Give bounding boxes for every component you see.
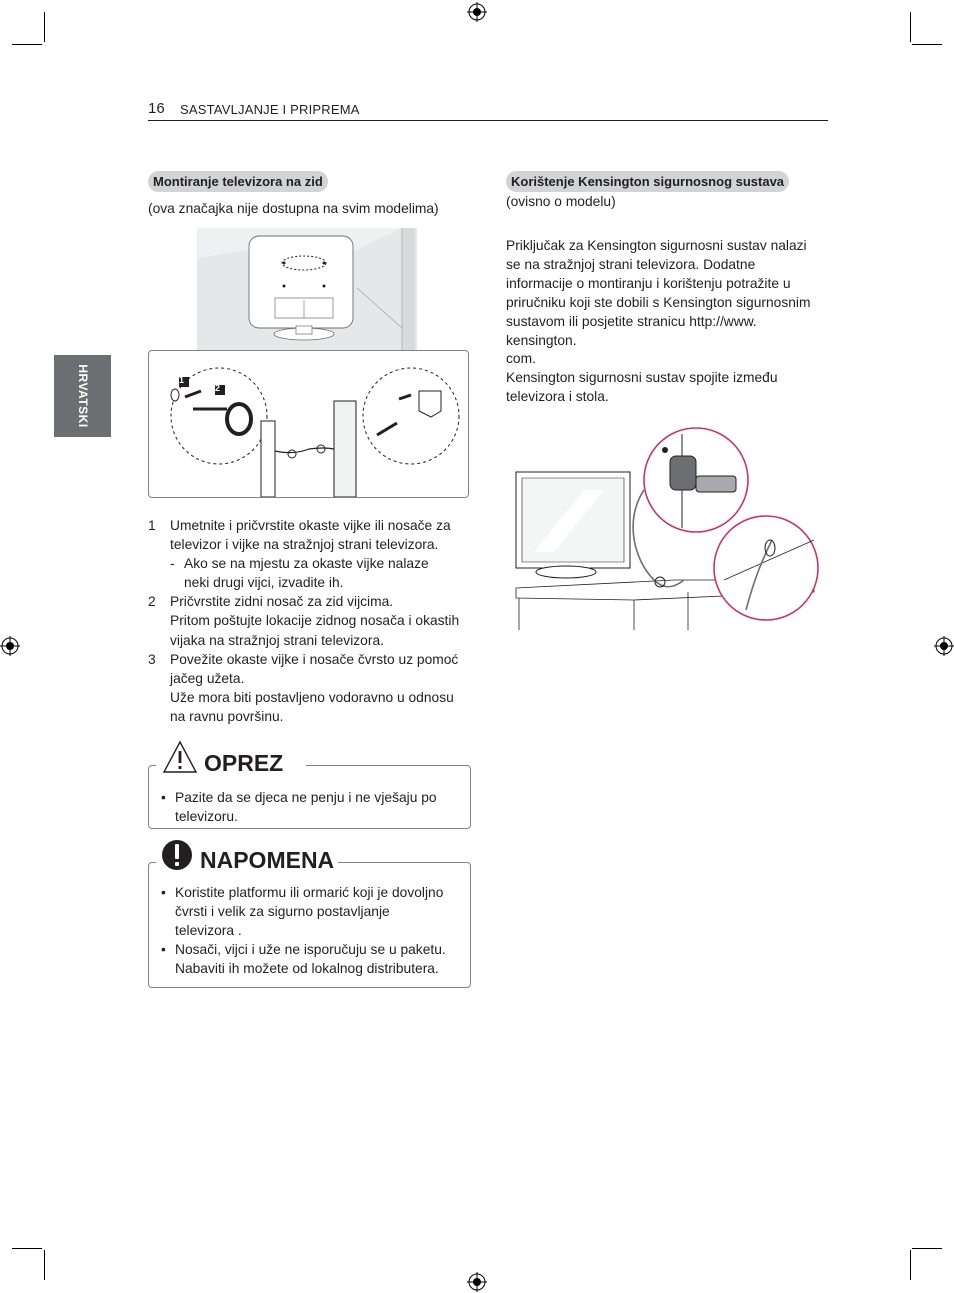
step-line: neki drugi vijci, izvadite ih. (184, 575, 344, 591)
caution-item: • Pazite da se djeca ne penju i ne vješaju po televizoru. (161, 788, 456, 826)
warning-triangle-icon (162, 740, 198, 774)
paragraph-line: televizora i stola. (506, 389, 609, 405)
kensington-heading: Korištenje Kensington sigurnosnog sustava (506, 171, 789, 192)
step-line: na ravnu površinu. (170, 708, 284, 724)
instruction-steps (148, 516, 478, 726)
step-1-subnote (148, 554, 478, 592)
note-item: • Koristite platformu ili ormarić koji je dovoljno čvrsti i velik za sigurno postavljanje televizora . (161, 883, 461, 940)
step-line: Uže mora biti postavljeno vodoravno u odnosu (170, 689, 454, 705)
step-number: 1 (148, 518, 156, 533)
step-line: Pritom poštujte lokacije zidnog nosača i okastih (170, 613, 460, 629)
caution-line: Pazite da se djeca ne penju i ne vješaju po (175, 790, 437, 805)
crop-mark (910, 1250, 911, 1280)
kensington-paragraph (506, 237, 836, 407)
step-line: vijaka na stražnjoj strani televizora. (170, 632, 384, 648)
kensington-subnote: (ovisno o modelu) (506, 194, 616, 209)
crop-mark (910, 12, 911, 42)
paragraph-line: sustavom ili posjetite stranicu http://www. (506, 313, 757, 329)
header-rule (148, 120, 828, 121)
step-line: Ako se na mjestu za okaste vijke nalaze (184, 556, 429, 572)
tv-back-wall-illustration (197, 228, 417, 350)
paragraph-line: com. (506, 351, 536, 367)
badge-2-label: 2 (215, 383, 221, 393)
crop-mark (12, 1248, 42, 1249)
note-line: Nosači, vijci i uže ne isporučuju se u paketu. (175, 942, 446, 958)
language-tab (54, 355, 111, 437)
crop-mark (912, 44, 942, 45)
section-title: SASTAVLJANJE I PRIPREMA (180, 102, 360, 117)
step-3 (148, 650, 478, 726)
note-line: Koristite platformu ili ormarić koji je dovoljno (175, 885, 444, 900)
page-number: 16 (148, 100, 165, 117)
step-number: 3 (148, 651, 156, 667)
step-line: Povežite okaste vijke i nosače čvrsto uz pomoć (170, 651, 459, 667)
step-2 (148, 592, 478, 649)
registration-mark-icon (0, 636, 20, 656)
note-line: televizora . (175, 923, 242, 939)
step-line: televizor i vijke na stražnjoj strani televizora. (170, 537, 439, 553)
note-box (148, 862, 471, 988)
exclamation-circle-icon (160, 838, 194, 872)
step-line: Pričvrstite zidni nosač za zid vijcima. (170, 594, 394, 610)
eye-bolt-diagram (148, 350, 469, 498)
crop-mark (44, 12, 45, 42)
badge-1-label: 1 (179, 375, 185, 385)
wall-mount-heading: Montiranje televizora na zid (148, 171, 328, 192)
language-tab-label: HRVATSKI (75, 364, 90, 428)
step-number: 2 (148, 594, 156, 610)
note-line: čvrsti i velik za sigurno postavljanje (175, 904, 390, 920)
paragraph-line: Priključak za Kensington sigurnosni sustav nalazi (506, 238, 807, 253)
registration-mark-icon (467, 1272, 487, 1292)
caution-line: televizoru. (175, 809, 238, 825)
note-line: Nabaviti ih možete od lokalnog distributera. (175, 961, 439, 977)
paragraph-line: informacije o montiranju i korištenju potražite u (506, 275, 791, 291)
caution-title: OPREZ (200, 750, 287, 777)
paragraph-line: se na stražnjoj strani televizora. Dodatne (506, 256, 756, 272)
registration-mark-icon (934, 636, 954, 656)
note-item: • Nosači, vijci i uže ne isporučuju se u paketu. Nabaviti ih možete od lokalnog distributera. (161, 940, 461, 978)
step-line: jačeg užeta. (170, 670, 245, 686)
wall-mount-note: (ova značajka nije dostupna na svim modelima) (148, 201, 439, 216)
note-title: NAPOMENA (196, 847, 338, 874)
paragraph-line: priručniku koji ste dobili s Kensington sigurnosnim (506, 294, 811, 310)
step-line: Umetnite i pričvrstite okaste vijke ili nosače za (170, 518, 451, 533)
dash-marker: - (170, 556, 175, 572)
step-1 (148, 516, 478, 554)
paragraph-line: Kensington sigurnosni sustav spojite između (506, 370, 778, 386)
crop-mark (44, 1250, 45, 1280)
kensington-lock-illustration (514, 420, 824, 630)
crop-mark (912, 1248, 942, 1249)
crop-mark (12, 44, 42, 45)
paragraph-line: kensington. (506, 332, 577, 348)
registration-mark-icon (467, 2, 487, 22)
